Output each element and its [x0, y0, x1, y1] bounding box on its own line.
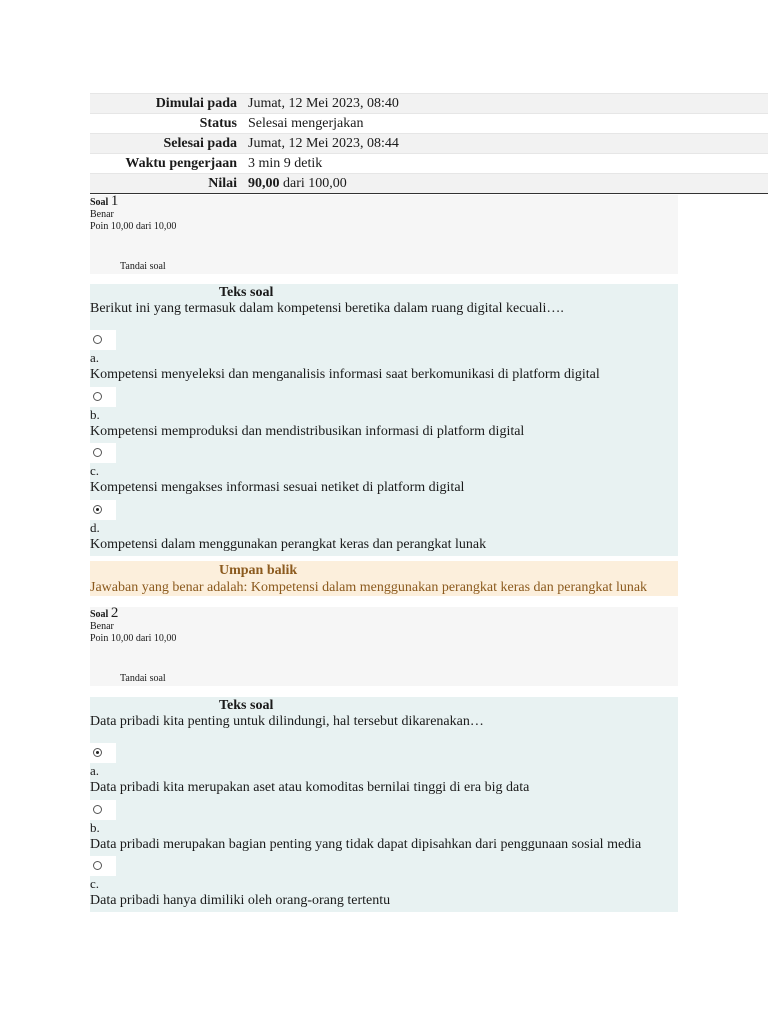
question-state: Benar	[90, 209, 114, 220]
answer-option-c[interactable]: c. Data pribadi hanya dimiliki oleh orang-orang tertentu	[90, 856, 678, 913]
radio-button-selected[interactable]	[90, 743, 116, 763]
question-text: Data pribadi kita penting untuk dilindungi, hal tersebut dikarenakan…	[90, 714, 484, 729]
question-text: Berikut ini yang termasuk dalam kompetensi beretika dalam ruang digital kecuali….	[90, 301, 564, 316]
summary-row-status	[90, 114, 768, 134]
radio-button[interactable]	[90, 856, 116, 876]
question-points: Poin 10,00 dari 10,00	[90, 633, 177, 644]
summary-value: Jumat, 12 Mei 2023, 08:40	[248, 94, 768, 114]
summary-value	[248, 174, 768, 194]
grade-score: 90,00	[248, 175, 280, 191]
flag-question-link[interactable]: Tandai soal	[120, 261, 166, 272]
question-text-heading: Teks soal	[219, 285, 274, 300]
summary-row-finished	[90, 134, 768, 154]
radio-button[interactable]	[90, 387, 116, 407]
summary-label: Waktu pengerjaan	[90, 154, 248, 174]
summary-row-grade	[90, 174, 768, 194]
answer-option-c[interactable]: c. Kompetensi mengakses informasi sesuai netiket di platform digital	[90, 443, 678, 500]
question-number: Soal 2	[90, 605, 119, 621]
question-1-content	[90, 284, 678, 556]
summary-label: Nilai	[90, 174, 248, 194]
answer-option-d[interactable]: d. Kompetensi dalam menggunakan perangkat keras dan perangkat lunak	[90, 500, 678, 557]
summary-value: Jumat, 12 Mei 2023, 08:44	[248, 134, 768, 154]
feedback-text: Jawaban yang benar adalah: Kompetensi dalam menggunakan perangkat keras dan perangkat lunak	[90, 580, 648, 595]
summary-row-duration	[90, 154, 768, 174]
radio-button[interactable]	[90, 443, 116, 463]
feedback-heading: Umpan balik	[219, 563, 298, 578]
radio-button-selected[interactable]	[90, 500, 116, 520]
summary-label: Dimulai pada	[90, 94, 248, 114]
summary-value: 3 min 9 detik	[248, 154, 768, 174]
answer-option-b[interactable]: b. Kompetensi memproduksi dan mendistribusikan informasi di platform digital	[90, 387, 678, 444]
flag-question-link[interactable]: Tandai soal	[120, 673, 166, 684]
feedback-box	[90, 561, 678, 596]
question-text-heading: Teks soal	[219, 698, 274, 713]
answer-option-b[interactable]: b. Data pribadi merupakan bagian penting yang tidak dapat dipisahkan dari penggunaan sosial media	[90, 800, 678, 857]
radio-button[interactable]	[90, 800, 116, 820]
summary-label: Selesai pada	[90, 134, 248, 154]
question-2-info	[90, 607, 678, 686]
question-state: Benar	[90, 621, 114, 632]
radio-button[interactable]	[90, 330, 116, 350]
answer-option-a[interactable]: a. Data pribadi kita merupakan aset atau komoditas bernilai tinggi di era big data	[90, 743, 678, 800]
summary-value: Selesai mengerjakan	[248, 114, 768, 134]
question-points: Poin 10,00 dari 10,00	[90, 221, 177, 232]
question-1-info	[90, 195, 678, 274]
question-number: Soal 1	[90, 193, 119, 209]
answer-option-a[interactable]: a. Kompetensi menyeleksi dan menganalisis informasi saat berkomunikasi di platform digital	[90, 330, 678, 387]
summary-label: Status	[90, 114, 248, 134]
summary-row-started	[90, 94, 768, 114]
attempt-summary-table	[90, 93, 768, 194]
grade-max: dari 100,00	[279, 175, 347, 191]
question-2-content	[90, 697, 678, 912]
